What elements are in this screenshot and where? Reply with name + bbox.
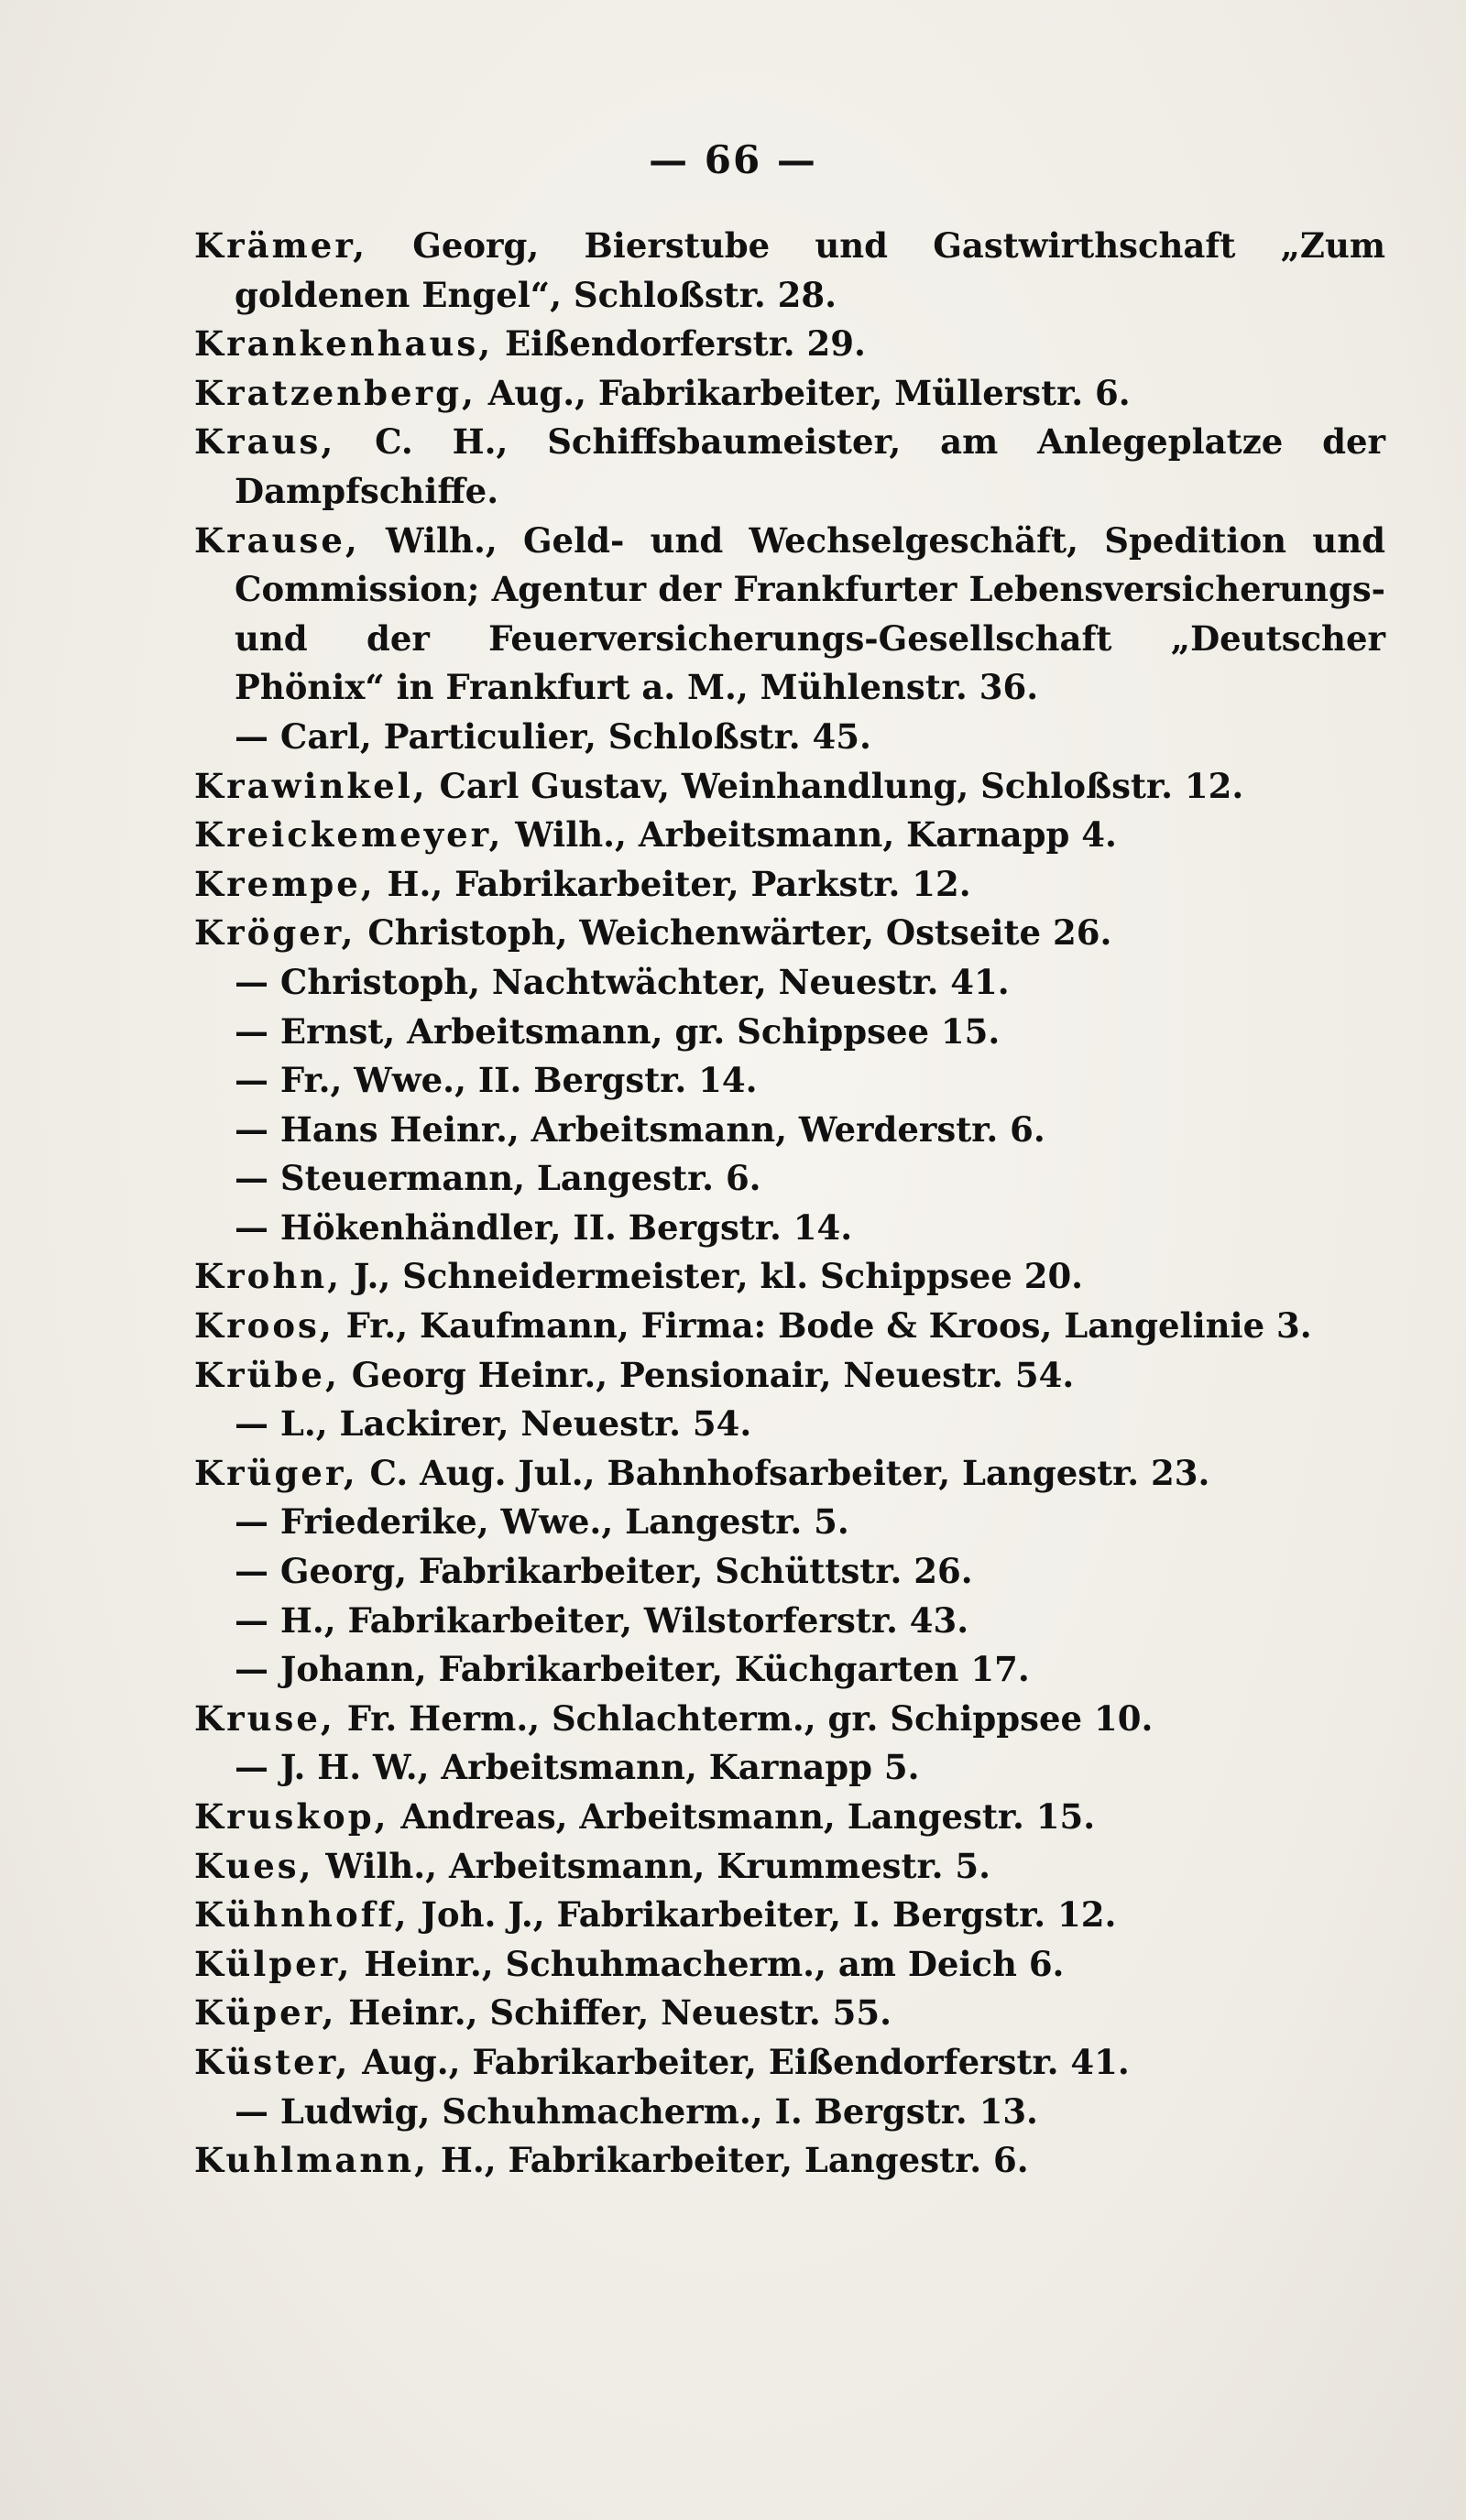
directory-entry [194,909,1385,958]
directory-entry [194,1449,1385,1499]
entry-details: — L., Lackirer, Neuestr. 54. [235,1403,752,1445]
entry-surname: Külper, [194,1943,353,1984]
directory-sub-entry [194,1743,1385,1793]
directory-entry [194,1793,1385,1842]
entry-details: — Johann, Fabrikarbeiter, Küchgarten 17. [235,1649,1030,1690]
directory-sub-entry [194,1106,1385,1155]
directory-entry [194,369,1385,419]
entry-surname: Krüger, [194,1452,358,1493]
entry-details: — Hökenhändler, II. Bergstr. 14. [235,1206,853,1248]
directory-sub-entry [194,1056,1385,1106]
page-number: — 66 — [649,137,817,182]
directory-entry [194,762,1385,812]
entry-surname: Krämer, [194,225,367,266]
entry-details: H., Fabrikarbeiter, Langestr. 6. [429,2140,1029,2181]
entry-details: — J. H. W., Arbeitsmann, Karnapp 5. [235,1747,920,1788]
directory-entry [194,860,1385,910]
entry-surname: Krempe, [194,863,376,904]
entry-details: — Hans Heinr., Arbeitsmann, Werderstr. 6. [235,1108,1045,1150]
entry-details: J., Schneidermeister, kl. Schippsee 20. [342,1256,1084,1297]
entry-surname: Kruse, [194,1697,335,1739]
entry-details: Eißendorferstr. 29. [493,323,866,365]
directory-sub-entry [194,1154,1385,1204]
entry-details: Heinr., Schuhmacherm., am Deich 6. [352,1943,1065,1984]
directory-entry [194,811,1385,860]
entry-details: C. H., Schiffsbaumeister, am Anlegeplatze der Dampfschiffe. [235,421,1385,511]
entry-details: C. Aug. Jul., Bahnhofsarbeiter, Langestr. 23. [357,1452,1210,1493]
entry-details: — Ernst, Arbeitsmann, gr. Schippsee 15. [235,1010,1001,1052]
entry-details: Fr., Kaufmann, Firma: Bode & Kroos, Langelinie 3. [334,1305,1312,1347]
entry-details: Georg Heinr., Pensionair, Neuestr. 54. [339,1354,1075,1395]
entry-details: Joh. J., Fabrikarbeiter, I. Bergstr. 12. [409,1894,1117,1936]
entry-surname: Küper, [194,1992,337,2034]
directory-entry [194,2038,1385,2088]
directory-sub-entry [194,1400,1385,1449]
entry-surname: Krankenhaus, [194,323,494,365]
entry-details: — Carl, Particulier, Schloßstr. 45. [235,715,871,757]
entry-details: — Ludwig, Schuhmacherm., I. Bergstr. 13. [235,2090,1038,2132]
entry-surname: Krübe, [194,1354,340,1395]
directory-entry [194,1842,1385,1892]
directory-sub-entry [194,1498,1385,1547]
directory-sub-entry [194,1547,1385,1597]
directory-entry [194,320,1385,369]
entry-details: — Steuermann, Langestr. 6. [235,1158,761,1199]
directory-entry [194,222,1385,320]
entry-details: Georg, Bierstube und Gastwirthschaft „Zum goldenen Engel“, Schloßstr. 28. [235,225,1385,315]
entry-details: Aug., Fabrikarbeiter, Eißendorferstr. 41. [350,2041,1130,2082]
directory-entry [194,2136,1385,2186]
entry-surname: Kreickemeyer, [194,814,504,856]
directory-sub-entry [194,1597,1385,1646]
entry-details: — H., Fabrikarbeiter, Wilstorferstr. 43. [235,1599,969,1641]
entry-surname: Kruskop, [194,1796,389,1837]
entry-details: — Friederike, Wwe., Langestr. 5. [235,1501,849,1543]
directory-entry [194,1940,1385,1990]
entry-surname: Kühnhoff, [194,1894,410,1936]
entry-details: Fr. Herm., Schlachterm., gr. Schippsee 10. [334,1697,1154,1739]
entry-details: Andreas, Arbeitsmann, Langestr. 15. [388,1796,1096,1837]
directory-sub-entry [194,2088,1385,2137]
directory-sub-entry [194,958,1385,1008]
entry-details: Christoph, Weichenwärter, Ostseite 26. [356,912,1112,954]
directory-entry [194,1695,1385,1744]
entry-surname: Küster, [194,2041,351,2082]
entry-details: — Fr., Wwe., II. Bergstr. 14. [235,1060,758,1101]
entry-surname: Krause, [194,519,360,561]
entry-details: H., Fabrikarbeiter, Parkstr. 12. [375,863,971,904]
entry-surname: Kratzenberg, [194,372,476,413]
entry-surname: Krohn, [194,1256,343,1297]
entry-details: Heinr., Schiffer, Neuestr. 55. [336,1992,892,2034]
entry-details: Wilh., Geld- und Wechselgeschäft, Spedition und Commission; Agentur der Frankfurter Lebensversicherungs- und der Feuerversicherungs-Gesellschaft „Deutscher Phönix“ in Frankfurt a. M., Mühlenstr. 36. [235,519,1385,708]
directory-sub-entry [194,1204,1385,1253]
directory-sub-entry [194,713,1385,762]
entry-surname: Kues, [194,1845,314,1886]
entry-details: Carl Gustav, Weinhandlung, Schloßstr. 12. [427,765,1244,806]
directory-entry [194,1302,1385,1351]
entry-details: Aug., Fabrikarbeiter, Müllerstr. 6. [476,372,1131,413]
entry-surname: Kraus, [194,421,336,463]
directory-entry [194,1351,1385,1401]
directory-entry [194,1252,1385,1302]
directory-entry [194,1989,1385,2038]
entry-details: Wilh., Arbeitsmann, Krummestr. 5. [313,1845,991,1886]
entry-details: — Georg, Fabrikarbeiter, Schüttstr. 26. [235,1551,973,1592]
entry-details: Wilh., Arbeitsmann, Karnapp 4. [503,814,1117,856]
directory-sub-entry [194,1008,1385,1057]
entry-surname: Kroos, [194,1305,334,1347]
directory-entry [194,1891,1385,1940]
entry-surname: Kuhlmann, [194,2140,430,2181]
directory-entry [194,517,1385,713]
directory-entry [194,418,1385,516]
entry-surname: Krawinkel, [194,765,428,806]
directory-entries [194,222,1385,2186]
entry-surname: Kröger, [194,912,356,954]
directory-sub-entry [194,1645,1385,1695]
entry-details: — Christoph, Nachtwächter, Neuestr. 41. [235,961,1010,1002]
